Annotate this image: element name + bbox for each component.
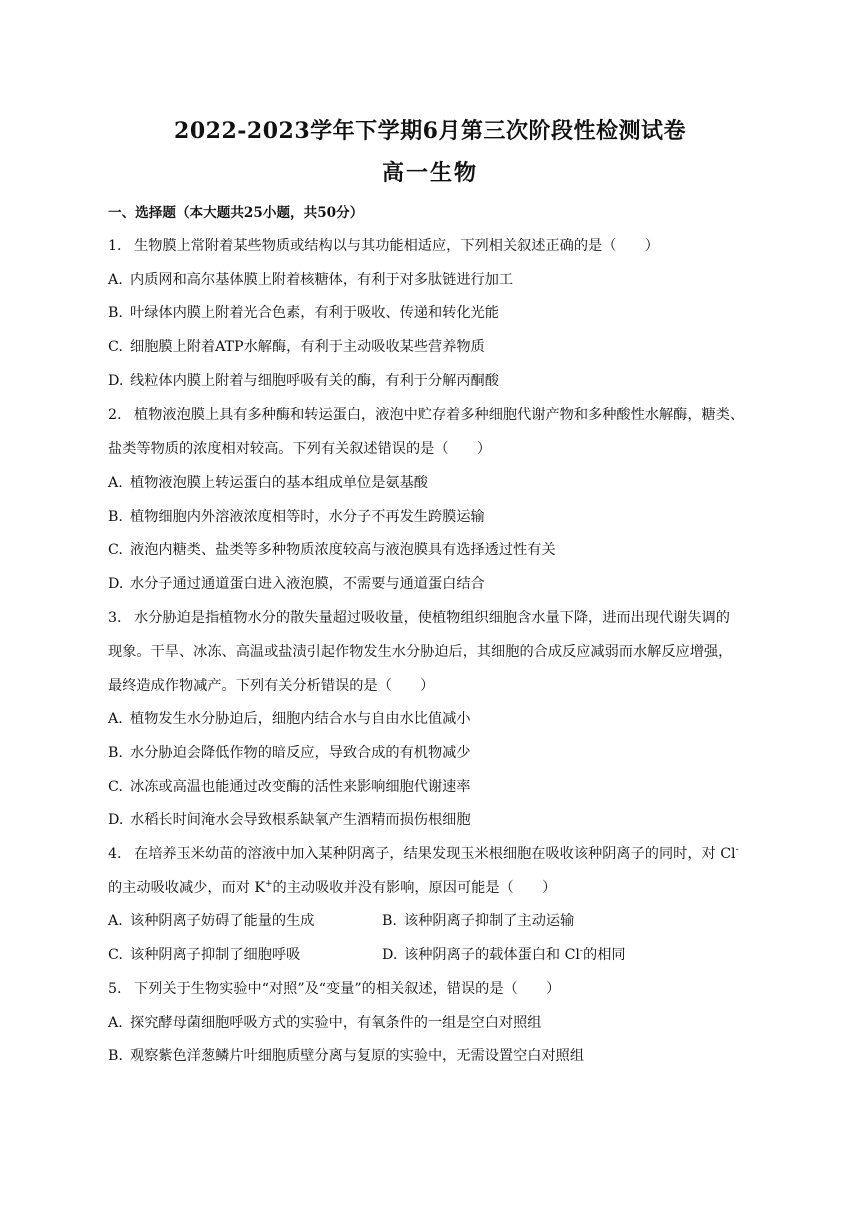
question-4-stem-cont [108,878,556,898]
option-text: 液泡内糖类、盐类等多种物质浓度较高与液泡膜具有选择透过性有关 [130,542,556,558]
option-letter: A. [108,272,123,288]
superscript: + [265,879,273,889]
question-4-stem [108,844,739,864]
question-number: 3. [108,610,122,626]
option-text: 水分子通过通道蛋白进入液泡膜，不需要与通道蛋白结合 [130,576,485,592]
question-3-option-c [108,777,471,797]
question-3-option-d [108,810,471,830]
option-text: 该种阴离子的载体蛋白和 Cl [404,947,580,963]
question-1-option-b [108,303,499,323]
section-heading: 一、选择题（本大题共25小题，共50分） [108,205,364,221]
question-4-option-b [382,911,574,931]
option-letter: D. [108,576,124,592]
option-letter: C. [108,542,123,558]
question-2-option-d [108,574,485,594]
question-3-stem-cont-2: 最终造成作物减产。下列有关分析错误的是（ ） [108,678,435,694]
option-letter: D. [108,373,124,389]
question-number: 2. [108,407,122,423]
option-text: 该种阴离子抑制了主动运输 [404,913,575,929]
option-letter: B. [108,305,123,321]
question-4-options-row-1 [108,911,314,931]
question-2-stem [108,405,744,425]
option-letter: A. [108,475,123,491]
question-2-stem-cont: 盐类等物质的浓度相对较高。下列有关叙述错误的是（ ） [108,441,492,457]
option-text: 内质网和高尔基体膜上附着核糖体，有利于对多肽链进行加工 [130,272,514,288]
question-4-option-c [108,945,300,965]
question-1-option-a [108,270,513,290]
question-4-option-a [108,913,314,929]
option-letter: A. [108,1015,123,1031]
question-4-option-d [382,945,626,965]
option-letter: D. [108,812,124,828]
option-text: 叶绿体内膜上附着光合色素，有利于吸收、传递和转化光能 [130,305,499,321]
option-text: 植物液泡膜上转运蛋白的基本组成单位是氨基酸 [130,475,428,491]
question-5-option-b [108,1046,584,1066]
question-5-option-a [108,1013,541,1033]
option-text: 线粒体内膜上附着与细胞呼吸有关的酶，有利于分解丙酮酸 [130,373,499,389]
option-letter: B. [108,745,123,761]
question-text: 的主动吸收减少，而对 K [108,880,265,896]
question-5-stem [108,979,560,999]
question-3-option-a [108,709,471,729]
question-2-option-c [108,540,556,560]
option-text: 细胞膜上附着ATP水解酶，有利于主动吸收某些营养物质 [130,339,485,355]
option-text: 冰冻或高温也能通过改变酶的活性来影响细胞代谢速率 [130,779,471,795]
option-text: 该种阴离子妨碍了能量的生成 [130,913,315,929]
subject-title: 高一生物 [381,160,478,186]
option-text: 植物发生水分胁迫后，细胞内结合水与自由水比值减小 [130,711,471,727]
question-text: 的主动吸收并没有影响，原因可能是（ ） [272,880,557,896]
question-number: 4. [108,846,122,862]
question-text: 植物液泡膜上具有多种酶和转运蛋白，液泡中贮存着多种细胞代谢产物和多种酸性水解酶，糖类、 [134,407,745,423]
question-text: 在培养玉米幼苗的溶液中加入某种阴离子，结果发现玉米根细胞在吸收该种阴离子的同时，对 Cl [134,846,736,862]
question-1-option-d [108,371,499,391]
option-text: 植物细胞内外溶液浓度相等时，水分子不再发生跨膜运输 [130,509,485,525]
question-1-stem [108,236,659,256]
option-text-tail: 的相同 [583,947,626,963]
option-text: 探究酵母菌细胞呼吸方式的实验中，有氧条件的一组是空白对照组 [130,1015,542,1031]
option-letter: C. [108,947,123,963]
question-2-option-b [108,507,485,527]
question-2-option-a [108,473,428,493]
option-letter: D. [382,947,398,963]
question-3-stem-cont-1: 现象。干旱、冰冻、高温或盐渍引起作物发生水分胁迫后，其细胞的合成反应减弱而水解反应增强， [108,644,733,660]
superscript: - [735,845,739,855]
question-1-option-c [108,337,485,357]
exam-title: 2022-2023学年下学期6月第三次阶段性检测试卷 [174,118,686,144]
superscript: - [579,946,584,956]
question-number: 5. [108,981,122,997]
option-text: 观察紫色洋葱鳞片叶细胞质壁分离与复原的实验中，无需设置空白对照组 [130,1048,585,1064]
option-letter: A. [108,711,123,727]
option-letter: B. [108,1048,123,1064]
question-text: 下列关于生物实验中“对照”及“变量”的相关叙述，错误的是（ ） [134,981,561,997]
option-letter: C. [108,339,123,355]
option-letter: A. [108,913,123,929]
option-text: 该种阴离子抑制了细胞呼吸 [130,947,301,963]
option-text: 水稻长时间淹水会导致根系缺氧产生酒精而损伤根细胞 [130,812,471,828]
question-text: 生物膜上常附着某些物质或结构以与其功能相适应，下列相关叙述正确的是（ ） [134,238,659,254]
question-3-option-b [108,743,471,763]
option-text: 水分胁迫会降低作物的暗反应，导致合成的有机物减少 [130,745,471,761]
option-letter: B. [108,509,123,525]
question-3-stem [108,608,730,628]
question-number: 1. [108,238,122,254]
option-letter: C. [108,779,123,795]
option-letter: B. [382,913,397,929]
question-text: 水分胁迫是指植物水分的散失量超过吸收量，使植物组织细胞含水量下降，进而出现代谢失调的 [134,610,730,626]
